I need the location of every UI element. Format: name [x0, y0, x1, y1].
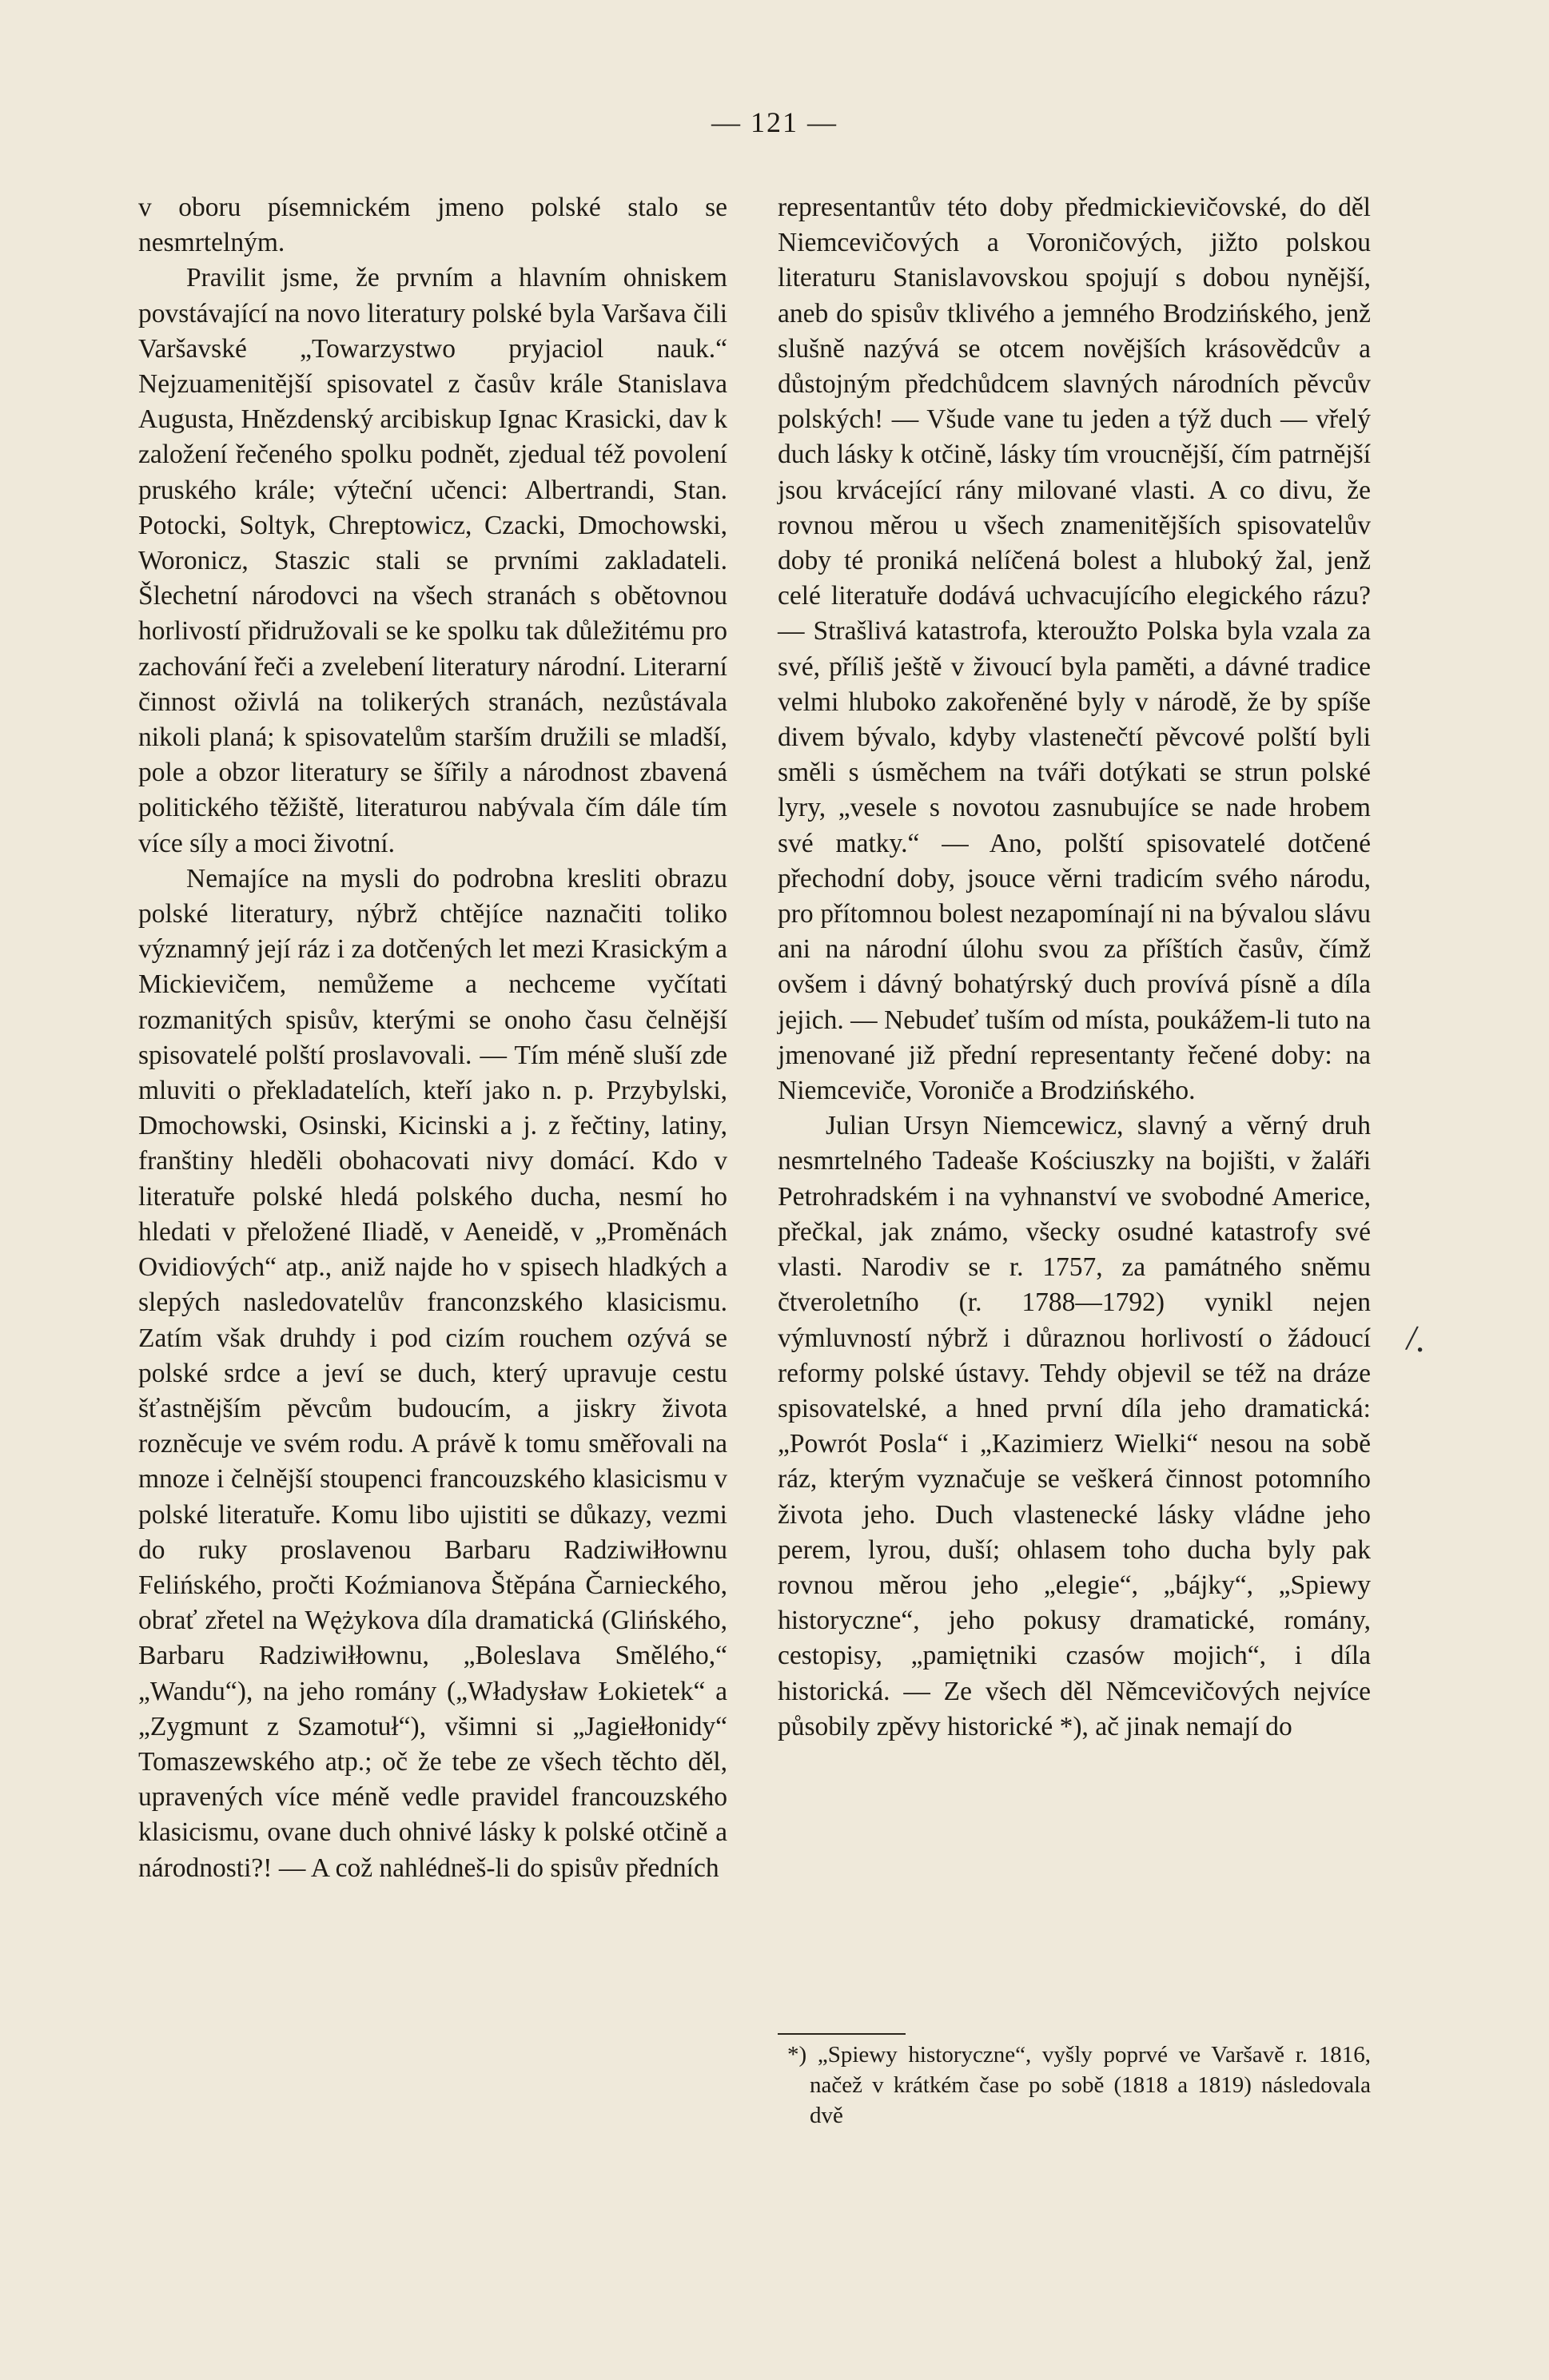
- right-paragraph-1: representantův této doby předmickievičovské, do děl Niemcevičových a Voroničových, jižto polskou literaturu Stanislavovskou spojují s dobou nynější, aneb do spisův tklivého a jemného Brodzińského, jenž slušně nazývá se otcem novějších krásovědcův a důstojným předchůdcem slavných národních pěvcův polských! — Všude vane tu jeden a týž duch — vřelý duch lásky k otčině, lásky tím vroucnější, čím patrnější jsou krvácející rány milované vlasti. A co divu, že rovnou měrou u všech znamenitějších spisovatelův doby té proniká nelíčená bolest a hluboký žal, jenž celé literatuře dodává uchvacujícího elegického rázu? — Strašlivá katastrofa, kteroužto Polska byla vzala za své, příliš ještě v živoucí byla paměti, a dávné tradice velmi hluboko zakořeněné byly v národě, že by spíše divem bývalo, kdyby vlastenečtí pěvcové polští byli směli s úsměchem na tváři dotýkati se strun polské lyry, „vesele s novotou zasnubujíce se nade hrobem své matky.“ — Ano, polští spisovatelé dotčené přechodní doby, jsouce věrni tradicím svého národu, pro přítomnou bolest nezapomínají ni na bývalou slávu ani na národní úlohu svou za příštích časův, čímž ovšem i dávný bohatýrský duch provívá písně a díla jejich. — Nebudeť tuším od místa, poukážem-li tuto na jmenované již přední representanty řečené doby: na Niemceviče, Voroniče a Brodzińského.: [778, 193, 1371, 1106]
- right-column: [778, 190, 1371, 1745]
- footnote-divider: [778, 2033, 906, 2035]
- page-number: — 121 —: [711, 106, 838, 138]
- left-paragraph-2: Pravilit jsme, že prvním a hlavním ohniskem povstávající na novo literatury polské byla Varšava čili Varšavské „Towarzystwo pryjaciol nauk.“ Nejzuamenitější spisovatel z časův krále Stanislava Augusta, Hnězdenský arcibiskup Ignac Krasicki, dav k založení řečeného spolku podnět, zjedual též povolení pruského krále; výteční učenci: Albertrandi, Stan. Potocki, Soltyk, Chreptowicz, Czacki, Dmochowski, Woronicz, Staszic stali se prvními zakladateli. Šlechetní národovci na všech stranách s obětovnou horlivostí přidružovali se ke spolku tak důležitému pro zachování řeči a zvelebení literatury národní. Literarní činnost oživlá na tolikerých stranách, nezůstávala nikoli planá; k spisovatelům starším družili se mladší, pole a obzor literatury se šířily a národnost zbavená politického těžiště, literaturou nabývala čím dále tím více síly a moci životní.: [138, 263, 727, 858]
- footnote: [778, 2040, 1371, 2131]
- margin-pencil-mark: /.: [1404, 1316, 1429, 1360]
- footnote-text: *) „Spiewy historyczne“, vyšly poprvé ve Varšavě r. 1816, načež v krátkém čase po sobě (1818 a 1819) následovala dvě: [787, 2042, 1371, 2128]
- right-paragraph-2: Julian Ursyn Niemcewicz, slavný a věrný druh nesmrtelného Tadeaše Kościuszky na bojišti, v žaláři Petrohradském i na vyhnanství ve svobodné Americe, přečkal, jak známo, všecky osudné katastrofy své vlasti. Narodiv se r. 1757, za památného sněmu čtveroletního (r. 1788—1792) vynikl nejen výmluvností nýbrž i důraznou horlivostí o žádoucí reformy polské ústavy. Tehdy objevil se též na dráze spisovatelské, a hned první díla jeho dramatická: „Powrót Posla“ i „Kazimierz Wielki“ nesou na sobě ráz, kterým vyznačuje se veškerá činnost potomního života jeho. Duch vlastenecké lásky vládne jeho perem, lyrou, duší; ohlasem toho ducha byly pak rovnou měrou jeho „elegie“, „bájky“, „Spiewy historyczne“, jeho pokusy dramatické, romány, cestopisy, „pamiętniki czasów mojich“, i díla historická. — Ze všech děl Němcevičových nejvíce působily zpěvy historické *), ač jinak nemají do: [778, 1111, 1371, 1741]
- left-paragraph-1: v oboru písemnickém jmeno polské stalo se nesmrtelným.: [138, 193, 727, 258]
- left-paragraph-3: Nemajíce na mysli do podrobna kresliti obrazu polské literatury, nýbrž chtějíce naznačiti toliko významný její ráz i za dotčených let mezi Krasickým a Mickievičem, nemůžeme a nechceme vyčítati rozmanitých spisův, kterými se onoho času čelnější spisovatelé polští proslavovali. — Tím méně sluší zde mluviti o překladatelích, kteří jako n. p. Przybylski, Dmochowski, Osinski, Kicinski a j. z řečtiny, latiny, franštiny hleděli obohacovati nivy domácí. Kdo v literatuře polské hledá polského ducha, nesmí ho hledati v přeložené Iliadě, v Aeneidě, v „Proměnách Ovidiových“ atp., aniž najde ho v spisech hladkých a slepých nasledovatelův franconzského klasicismu. Zatím však druhdy i pod cizím rouchem ozývá se polské srdce a jeví se duch, který upravuje cestu šťastnějším pěvcům budoucím, a jiskry života rozněcuje ve svém rodu. A právě k tomu směřovali na mnoze i čelnější stoupenci francouzského klasicismu v polské literatuře. Komu libo ujistiti se důkazy, vezmi do ruky proslavenou Barbaru Radziwiłłownu Felińského, pročti Koźmianova Štěpána Čarnieckého, obrať zřetel na Wężykova díla dramatická (Glińského, Barbaru Radziwiłłownu, „Boleslava Smělého,“ „Wandu“), na jeho romány („Władysław Łokietek“ a „Zygmunt z Szamotuł“), všimni si „Jagiełłonidy“ Tomaszewského atp.; oč že tebe ze všech těchto děl, upravených více méně vedle pravidel francouzského klasicismu, ovane duch ohnivé lásky k polské otčině a národnosti?! — A což nahlédneš-li do spisův předních: [138, 863, 727, 1883]
- left-column: [138, 190, 727, 1886]
